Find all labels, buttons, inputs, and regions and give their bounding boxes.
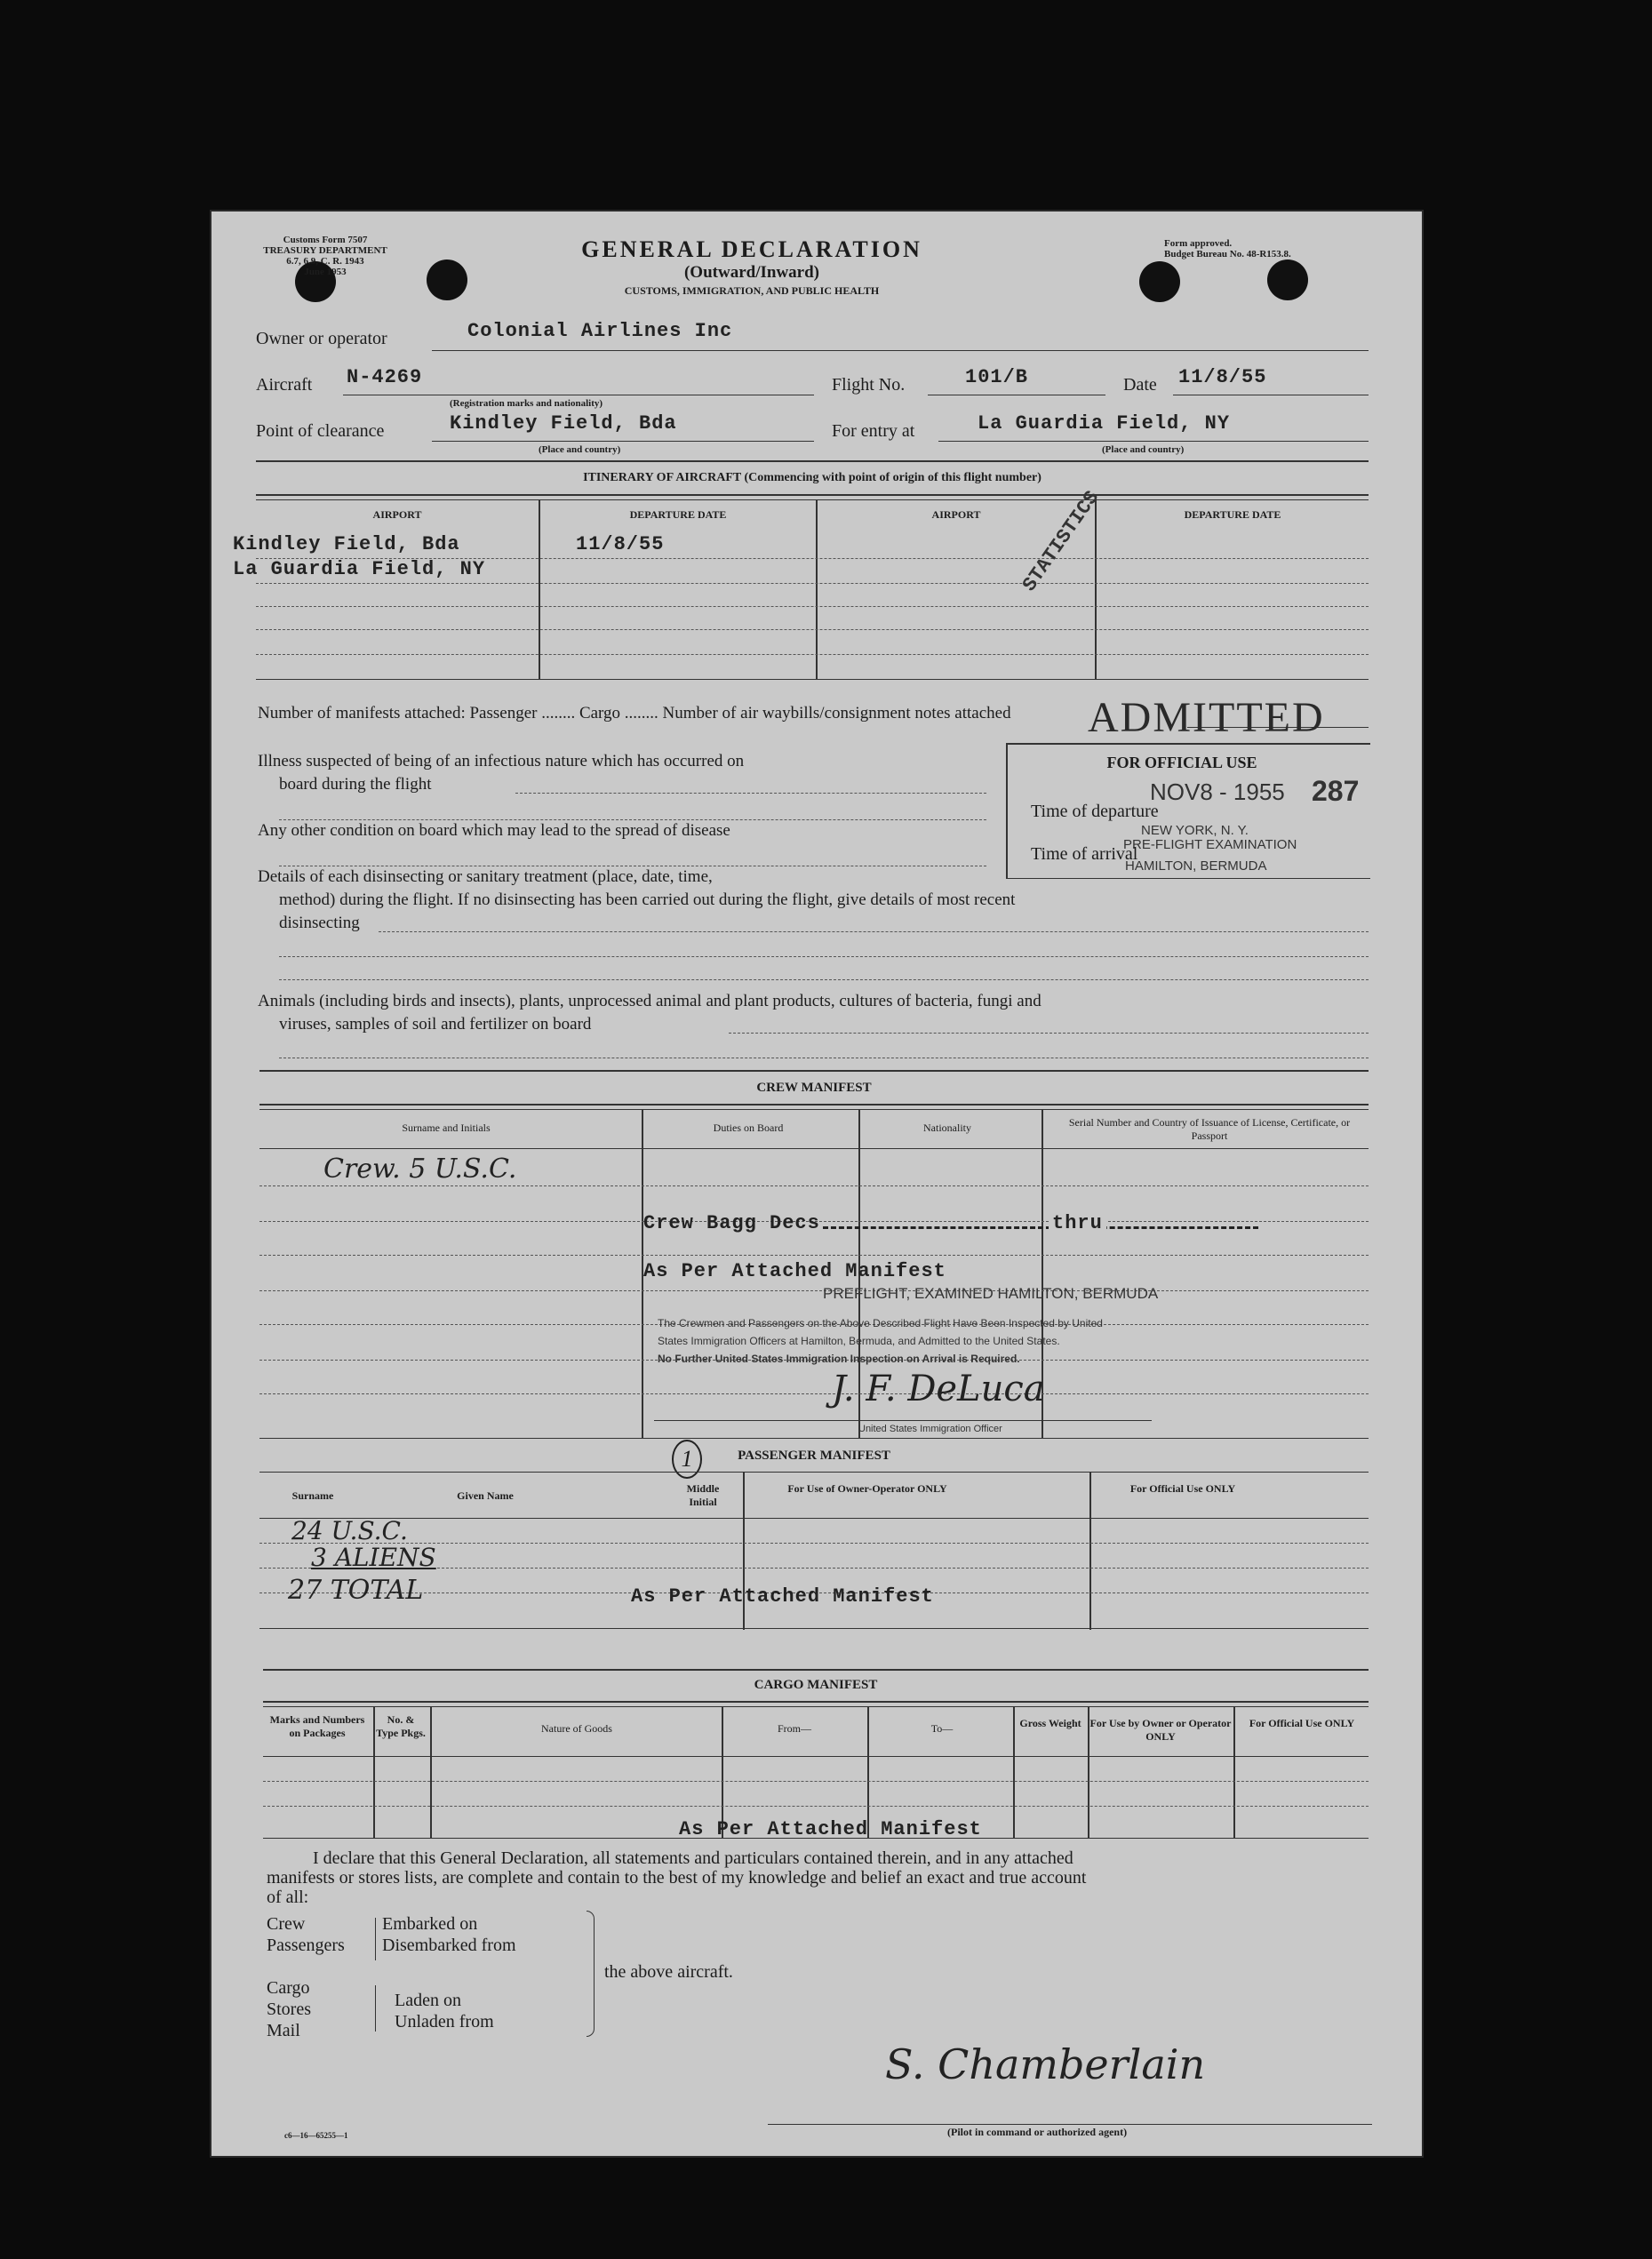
crew-row-line xyxy=(259,1185,1369,1186)
form-id: Customs Form 7507 xyxy=(283,235,368,245)
declaration-text-2: manifests or stores lists, are complete and contain to the best of my knowledge and belief an exact and true account xyxy=(267,1868,1087,1888)
clearance-value: Kindley Field, Bda xyxy=(450,412,677,435)
illness-line-2: board during the flight xyxy=(279,775,432,794)
itinerary-top xyxy=(256,494,1369,496)
passenger-col-surname: Surname xyxy=(291,1489,334,1502)
approval-block xyxy=(1164,238,1404,259)
officer-signature: J. F. DeLuca xyxy=(832,1369,1045,1409)
decl-unladen: Unladen from xyxy=(395,2012,494,2032)
passenger-col-owner: For Use of Owner-Operator ONLY xyxy=(787,1482,947,1495)
itinerary-col-airport-2: AIRPORT xyxy=(931,508,981,521)
statistics-stamp: STATISTICS xyxy=(1018,486,1105,596)
decl-above: the above aircraft. xyxy=(604,1962,733,1982)
cargo-col-no: No. & Type Pkgs. xyxy=(376,1713,426,1739)
crew-typed-thru: thru xyxy=(1049,1212,1106,1234)
crew-top2 xyxy=(259,1109,1369,1110)
passenger-col-given: Given Name xyxy=(457,1489,514,1502)
cargo-col-owner: For Use by Owner or Operator ONLY xyxy=(1089,1717,1232,1743)
crew-stamp-line-1: PREFLIGHT, EXAMINED HAMILTON, BERMUDA xyxy=(823,1285,1159,1302)
itinerary-row-line xyxy=(256,606,1369,607)
passenger-head-line xyxy=(259,1518,1369,1519)
official-stamp-place: HAMILTON, BERMUDA xyxy=(1125,858,1267,874)
crew-top xyxy=(259,1104,1369,1106)
punch-hole xyxy=(427,259,467,300)
punch-hole xyxy=(1139,261,1180,302)
crew-handwritten: Crew. 5 U.S.C. xyxy=(323,1153,517,1185)
cargo-col-official: For Official Use ONLY xyxy=(1249,1717,1355,1729)
disinfect-line-3: disinsecting xyxy=(279,914,360,932)
entry-line xyxy=(938,441,1369,442)
passenger-col-middle: Middle Initial xyxy=(686,1482,720,1508)
passenger-top xyxy=(259,1472,1369,1473)
itinerary-date-1: 11/8/55 xyxy=(576,533,665,555)
illness-fill-2 xyxy=(279,819,986,820)
approval-line: Budget Bureau No. 48-R153.8. xyxy=(1164,249,1291,259)
illness-fill xyxy=(515,793,986,794)
passenger-hand-3: 27 TOTAL xyxy=(288,1575,424,1606)
crew-stamp-line-2: The Crewmen and Passengers on the Above Described Flight Have Been Inspected by United xyxy=(658,1317,1103,1329)
itinerary-col-departure: DEPARTURE DATE xyxy=(629,508,727,521)
passenger-circled-number: 1 xyxy=(672,1440,702,1479)
decl-crew: Crew xyxy=(267,1914,306,1934)
departure-label: Time of departure xyxy=(1031,802,1159,821)
decl-bar xyxy=(375,1918,376,1960)
crew-col-serial: Serial Number and Country of Issuance of License, Certificate, or Passport xyxy=(1068,1116,1351,1142)
crew-row-line xyxy=(259,1255,1369,1256)
clearance-note: (Place and country) xyxy=(539,444,621,455)
crew-typed-1: Crew Bagg Decs xyxy=(643,1212,820,1234)
passenger-col-official: For Official Use ONLY xyxy=(1129,1482,1236,1495)
cargo-top-rule xyxy=(263,1669,1369,1671)
animals-fill xyxy=(729,1033,1369,1034)
flight-value: 101/B xyxy=(965,366,1029,388)
official-stamp-exam: PRE-FLIGHT EXAMINATION xyxy=(1123,837,1297,852)
decl-passengers: Passengers xyxy=(267,1936,345,1955)
page-subheading: CUSTOMS, IMMIGRATION, AND PUBLIC HEALTH xyxy=(624,284,880,297)
decl-stores: Stores xyxy=(267,2000,311,2019)
disinfect-fill xyxy=(379,931,1369,932)
itinerary-col-airport: AIRPORT xyxy=(372,508,422,521)
print-code: c6—16—65255—1 xyxy=(284,2131,348,2140)
cargo-vline xyxy=(1013,1706,1015,1838)
divider xyxy=(256,460,1369,462)
passenger-typed: As Per Attached Manifest xyxy=(631,1585,934,1608)
crew-typed-dash xyxy=(823,1226,1258,1229)
passenger-title: PASSENGER MANIFEST xyxy=(738,1449,890,1463)
aircraft-value: N-4269 xyxy=(347,366,423,388)
cargo-typed: As Per Attached Manifest xyxy=(679,1818,982,1840)
disinfect-line-1: Details of each disinsecting or sanitary treatment (place, date, time, xyxy=(258,867,713,886)
condition-line: Any other condition on board which may lead to the spread of disease xyxy=(258,821,730,840)
itinerary-vline xyxy=(1095,499,1097,679)
itinerary-row-line xyxy=(256,654,1369,655)
aircraft-note: (Registration marks and nationality) xyxy=(450,398,603,409)
cargo-vline xyxy=(1233,1706,1235,1838)
decl-mail: Mail xyxy=(267,2021,300,2040)
itinerary-top2 xyxy=(256,499,1369,500)
itinerary-airport-2: La Guardia Field, NY xyxy=(233,558,486,580)
official-stamp-number: 287 xyxy=(1312,775,1360,807)
cargo-col-from: From— xyxy=(777,1722,811,1735)
crew-title: CREW MANIFEST xyxy=(756,1081,872,1095)
declaration-form xyxy=(210,210,1424,2158)
cargo-head-line xyxy=(263,1756,1369,1757)
itinerary-airport-1: Kindley Field, Bda xyxy=(233,533,460,555)
illness-line-1: Illness suspected of being of an infectious nature which has occurred on xyxy=(258,752,745,770)
crew-bottom xyxy=(259,1438,1369,1439)
cargo-row-line xyxy=(263,1806,1369,1807)
crew-col-duties: Duties on Board xyxy=(713,1122,784,1134)
cargo-col-to: To— xyxy=(930,1722,954,1735)
owner-line xyxy=(432,350,1369,351)
passenger-hand-2: 3 ALIENS xyxy=(311,1543,436,1572)
crew-stamp-line-4: No Further United States Immigration Inspection on Arrival is Required. xyxy=(658,1353,1020,1365)
itinerary-row-line xyxy=(256,583,1369,584)
crew-row-line xyxy=(259,1290,1369,1291)
officer-title: United States Immigration Officer xyxy=(858,1424,1002,1434)
declaration-text-1: I declare that this General Declaration, all statements and particulars contained therein, and in any attached xyxy=(313,1848,1073,1868)
form-id-block xyxy=(245,235,405,277)
cargo-row-line xyxy=(263,1781,1369,1782)
approval-line: Form approved. xyxy=(1164,238,1233,249)
crew-col-nationality: Nationality xyxy=(923,1122,971,1134)
crew-col-surname: Surname and Initials xyxy=(402,1122,491,1134)
owner-label: Owner or operator xyxy=(256,329,387,348)
cfr: 6.7, 6.9, C. R. 1943 xyxy=(286,256,364,267)
official-stamp-date: NOV8 - 1955 xyxy=(1150,778,1285,805)
decl-cargo: Cargo xyxy=(267,1978,310,1998)
passenger-vline xyxy=(1089,1472,1091,1630)
crew-head-line xyxy=(259,1148,1369,1149)
entry-label: For entry at xyxy=(832,421,915,441)
itinerary-col-departure-2: DEPARTURE DATE xyxy=(1184,508,1281,521)
clearance-line xyxy=(432,441,814,442)
clearance-label: Point of clearance xyxy=(256,421,385,441)
cargo-col-gross: Gross Weight xyxy=(1019,1717,1081,1729)
department: TREASURY DEPARTMENT xyxy=(263,245,387,256)
animals-line-2: viruses, samples of soil and fertilizer on board xyxy=(279,1015,592,1034)
itinerary-vline xyxy=(816,499,818,679)
page-title: GENERAL DECLARATION xyxy=(581,236,922,262)
date-label: Date xyxy=(1123,375,1157,395)
cargo-col-marks: Marks and Numbers on Packages xyxy=(269,1713,365,1739)
pilot-line xyxy=(768,2124,1372,2125)
admitted-stamp: ADMITTED xyxy=(1088,694,1325,741)
aircraft-label: Aircraft xyxy=(256,375,313,395)
decl-disembarked: Disembarked from xyxy=(382,1936,516,1955)
officer-line xyxy=(654,1420,1152,1421)
divider xyxy=(259,1070,1369,1072)
pilot-signature: S. Chamberlain xyxy=(885,2040,1206,2088)
cargo-vline xyxy=(373,1706,375,1838)
decl-bar xyxy=(375,1985,376,2032)
owner-value: Colonial Airlines Inc xyxy=(467,320,733,342)
arrival-label: Time of arrival xyxy=(1031,844,1138,864)
crew-typed-2: As Per Attached Manifest xyxy=(643,1260,946,1282)
cargo-top xyxy=(263,1701,1369,1703)
manifests-line: Number of manifests attached: Passenger ........ Cargo ........ Number of air waybills/consignment notes attached xyxy=(258,704,1011,722)
entry-note: (Place and country) xyxy=(1102,444,1185,455)
punch-hole xyxy=(1267,259,1308,300)
itinerary-title: ITINERARY OF AIRCRAFT (Commencing with point of origin of this flight number) xyxy=(583,471,1041,484)
edition: June 1953 xyxy=(304,267,347,277)
page-subtitle: (Outward/Inward) xyxy=(683,263,819,282)
passenger-hand-1: 24 U.S.C. xyxy=(291,1516,408,1545)
cargo-top2 xyxy=(263,1706,1369,1707)
flight-label: Flight No. xyxy=(832,375,906,395)
disinfect-fill-2 xyxy=(279,956,1369,957)
disinfect-fill-3 xyxy=(279,979,1369,980)
pilot-note: (Pilot in command or authorized agent) xyxy=(947,2126,1128,2138)
decl-bracket xyxy=(587,1911,595,2037)
cargo-vline xyxy=(1088,1706,1089,1838)
disinfect-line-2: method) during the flight. If no disinsecting has been carried out during the flight, give details of most recent xyxy=(279,890,1016,909)
animals-line-1: Animals (including birds and insects), plants, unprocessed animal and plant products, cultures of bacteria, fungi and xyxy=(258,992,1041,1010)
passenger-bottom xyxy=(259,1628,1369,1629)
itinerary-row-line xyxy=(256,629,1369,630)
cargo-title: CARGO MANIFEST xyxy=(754,1678,878,1692)
official-use-box xyxy=(1006,743,1370,879)
itinerary-vline xyxy=(539,499,540,679)
cargo-vline xyxy=(430,1706,432,1838)
form-heading xyxy=(503,236,1001,298)
declaration-text-3: of all: xyxy=(267,1888,309,1907)
crew-stamp-line-3: States Immigration Officers at Hamilton, Bermuda, and Admitted to the United States. xyxy=(658,1335,1060,1347)
crew-row-line xyxy=(259,1393,1369,1394)
cargo-col-nature: Nature of Goods xyxy=(541,1722,612,1735)
date-value: 11/8/55 xyxy=(1178,366,1267,388)
decl-embarked: Embarked on xyxy=(382,1914,478,1934)
official-stamp-city: NEW YORK, N. Y. xyxy=(1141,823,1249,838)
decl-laden: Laden on xyxy=(395,1991,461,2010)
official-use-title: FOR OFFICIAL USE xyxy=(1106,754,1257,771)
entry-value: La Guardia Field, NY xyxy=(978,412,1231,435)
itinerary-bottom xyxy=(256,679,1369,680)
